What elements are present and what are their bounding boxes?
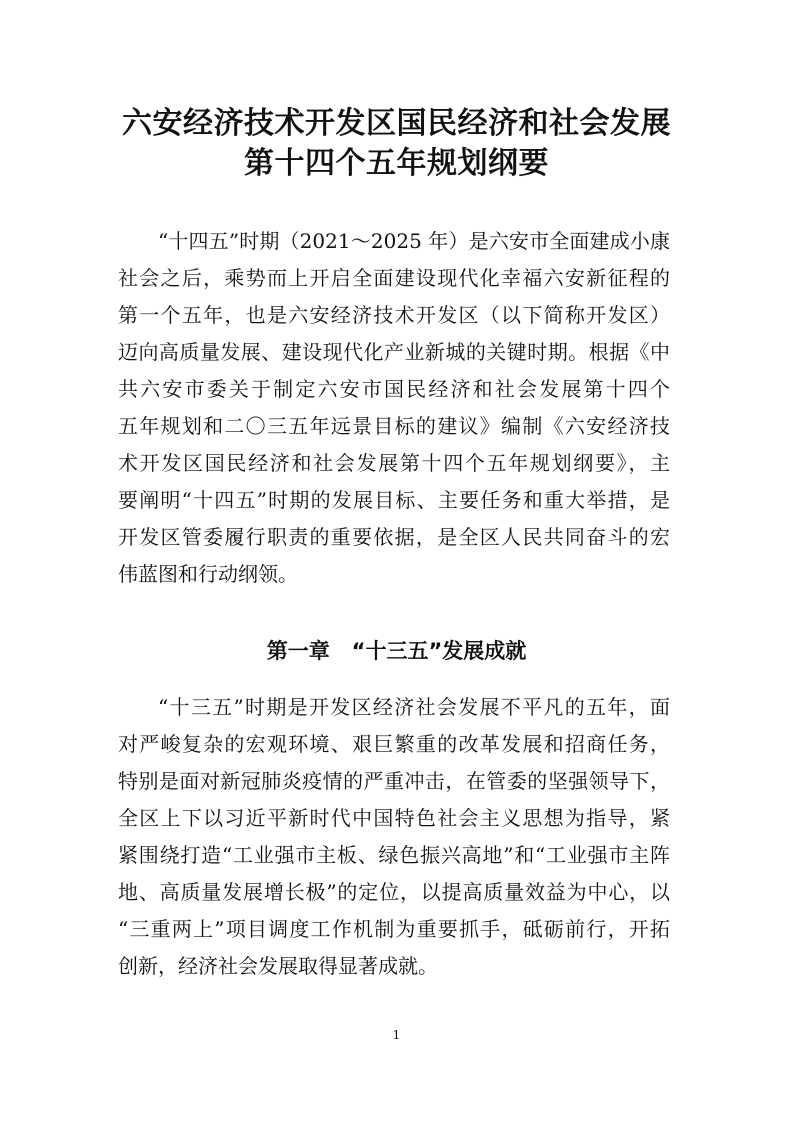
paragraph-line: 第一个五年，也是六安经济技术开发区（以下简称开发区） bbox=[118, 303, 670, 327]
paragraph-line: 全区上下以习近平新时代中国特色社会主义思想为指导，紧 bbox=[118, 806, 670, 830]
paragraph-line: “十四五”时期（2021～2025 年）是六安市全面建成小康 bbox=[158, 229, 670, 253]
paragraph-line: 社会之后，乘势而上开启全面建设现代化幸福六安新征程的 bbox=[118, 266, 670, 290]
chapter-heading bbox=[0, 636, 793, 666]
paragraph-line: 特别是面对新冠肺炎疫情的严重冲击，在管委的坚强领导下， bbox=[118, 769, 670, 793]
paragraph-line: 伟蓝图和行动纲领。 bbox=[118, 562, 298, 586]
chapter-title: “十三五”发展成就 bbox=[351, 639, 527, 663]
paragraph-line: 术开发区国民经济和社会发展第十四个五年规划纲要》，主 bbox=[118, 451, 670, 475]
chapter-number: 第一章 bbox=[266, 639, 330, 663]
paragraph-line: 五年规划和二〇三五年远景目标的建议》编制《六安经济技 bbox=[118, 414, 670, 438]
document-title-line-1: 六安经济技术开发区国民经济和社会发展 bbox=[122, 106, 671, 141]
page-number: 1 bbox=[392, 1028, 401, 1042]
paragraph-line: 地、高质量发展增长极”的定位，以提高质量效益为中心，以 bbox=[118, 880, 670, 904]
paragraph-line: 共六安市委关于制定六安市国民经济和社会发展第十四个 bbox=[118, 377, 670, 401]
document-title-line-2: 第十四个五年规划纲要 bbox=[244, 146, 549, 181]
paragraph-line: 要阐明“十四五”时期的发展目标、主要任务和重大举措，是 bbox=[118, 488, 670, 512]
paragraph-line: 紧围绕打造“工业强市主板、绿色振兴高地”和“工业强市主阵 bbox=[118, 843, 670, 867]
paragraph-line: “十三五”时期是开发区经济社会发展不平凡的五年，面 bbox=[158, 695, 670, 719]
paragraph-line: 开发区管委履行职责的重要依据，是全区人民共同奋斗的宏 bbox=[118, 525, 670, 549]
paragraph-line: 对严峻复杂的宏观环境、艰巨繁重的改革发展和招商任务， bbox=[118, 732, 670, 756]
paragraph-line: 迈向高质量发展、建设现代化产业新城的关键时期。根据《中 bbox=[118, 340, 670, 364]
paragraph-line: “三重两上”项目调度工作机制为重要抓手，砥砺前行，开拓 bbox=[118, 917, 670, 941]
paragraph-line: 创新，经济社会发展取得显著成就。 bbox=[118, 954, 438, 978]
